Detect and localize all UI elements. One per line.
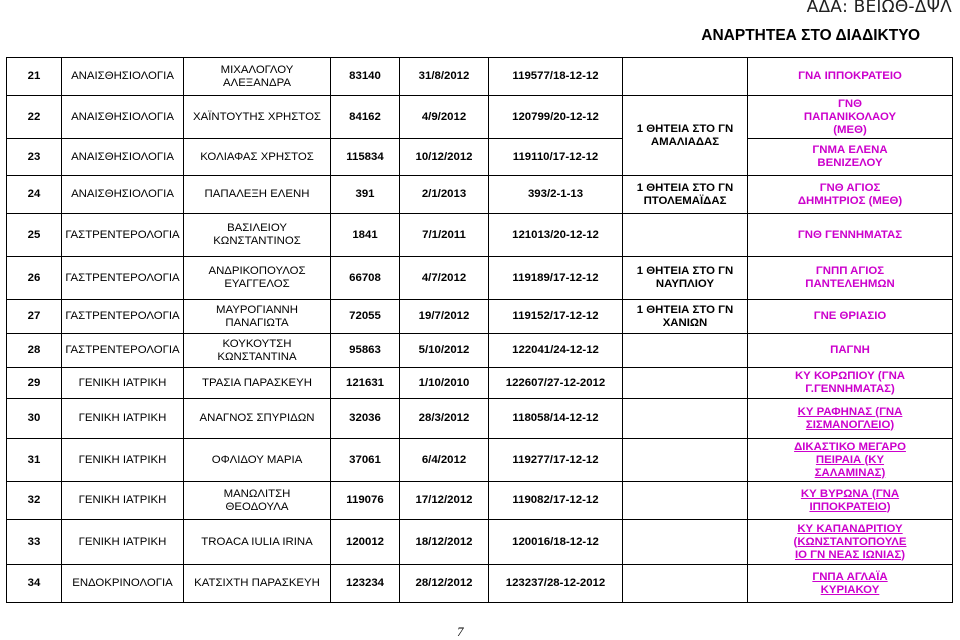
- code: 121631: [331, 368, 400, 399]
- position: [623, 482, 748, 520]
- row-number: 23: [7, 139, 62, 176]
- protocol: 122041/24-12-12: [489, 334, 623, 368]
- table-row: [7, 300, 953, 334]
- doctor-name: ΚΟΥΚΟΥΤΣΗ ΚΩΝΣΤΑΝΤΙΝΑ: [184, 334, 331, 368]
- code: 115834: [331, 139, 400, 176]
- specialty: ΓΕΝΙΚΗ ΙΑΤΡΙΚΗ: [62, 368, 184, 399]
- position: 1 ΘΗΤΕΙΑ ΣΤΟ ΓΝ ΑΜΑΛΙΑΔΑΣ: [623, 96, 748, 176]
- destination: ΓΝΠΑ ΑΓΛΑΪΑ ΚΥΡΙΑΚΟΥ: [748, 565, 953, 603]
- position: [623, 565, 748, 603]
- specialty: ΓΑΣΤΡΕΝΤΕΡΟΛΟΓΙΑ: [62, 300, 184, 334]
- code: 120012: [331, 520, 400, 565]
- specialty: ΑΝΑΙΣΘΗΣΙΟΛΟΓΙΑ: [62, 96, 184, 139]
- doctor-name: TROACA IULIA IRINA: [184, 520, 331, 565]
- table-row: [7, 96, 953, 139]
- code: 66708: [331, 257, 400, 300]
- code: 83140: [331, 58, 400, 96]
- page-number: 7: [457, 624, 464, 639]
- position: [623, 520, 748, 565]
- doctor-name: ΟΦΛΙΔΟΥ ΜΑΡΙΑ: [184, 439, 331, 482]
- code: 391: [331, 176, 400, 214]
- destination: ΚΥ ΚΑΠΑΝΔΡΙΤΙΟΥ (ΚΩΝΣΤΑΝΤΟΠΟΥΛΕ ΙΟ ΓΝ ΝΕΑΣ ΙΩΝΙΑΣ): [748, 520, 953, 565]
- code: 95863: [331, 334, 400, 368]
- doctor-name: ΚΟΛΙΑΦΑΣ ΧΡΗΣΤΟΣ: [184, 139, 331, 176]
- doctor-name: ΜΑΥΡΟΓΙΑΝΝΗ ΠΑΝΑΓΙΩΤΑ: [184, 300, 331, 334]
- position: [623, 399, 748, 439]
- position: [623, 58, 748, 96]
- specialty: ΓΑΣΤΡΕΝΤΕΡΟΛΟΓΙΑ: [62, 257, 184, 300]
- date: 19/7/2012: [400, 300, 489, 334]
- row-number: 27: [7, 300, 62, 334]
- row-number: 21: [7, 58, 62, 96]
- destination: ΓΝΘ ΠΑΠΑΝΙΚΟΛΑΟΥ (ΜΕΘ): [748, 96, 953, 139]
- destination: ΓΝΑ ΙΠΠΟΚΡΑΤΕΙΟ: [748, 58, 953, 96]
- protocol: 118058/14-12-12: [489, 399, 623, 439]
- protocol: 122607/27-12-2012: [489, 368, 623, 399]
- row-number: 29: [7, 368, 62, 399]
- specialty: ΑΝΑΙΣΘΗΣΙΟΛΟΓΙΑ: [62, 176, 184, 214]
- row-number: 22: [7, 96, 62, 139]
- specialty: ΑΝΑΙΣΘΗΣΙΟΛΟΓΙΑ: [62, 139, 184, 176]
- date: 4/7/2012: [400, 257, 489, 300]
- date: 1/10/2010: [400, 368, 489, 399]
- date: 28/12/2012: [400, 565, 489, 603]
- protocol: 119082/17-12-12: [489, 482, 623, 520]
- table-row: [7, 565, 953, 603]
- destination: ΓΝΕ ΘΡΙΑΣΙΟ: [748, 300, 953, 334]
- protocol: 119110/17-12-12: [489, 139, 623, 176]
- specialty: ΓΑΣΤΡΕΝΤΕΡΟΛΟΓΙΑ: [62, 214, 184, 257]
- date: 4/9/2012: [400, 96, 489, 139]
- code: 123234: [331, 565, 400, 603]
- destination: ΓΝΘ ΑΓΙΟΣ ΔΗΜΗΤΡΙΟΣ (ΜΕΘ): [748, 176, 953, 214]
- row-number: 34: [7, 565, 62, 603]
- code: 72055: [331, 300, 400, 334]
- position: 1 ΘΗΤΕΙΑ ΣΤΟ ΓΝ ΠΤΟΛΕΜΑΪΔΑΣ: [623, 176, 748, 214]
- protocol: 119152/17-12-12: [489, 300, 623, 334]
- document-heading: ΑΝΑΡΤΗΤΕΑ ΣΤΟ ΔΙΑΔΙΚΤΥΟ: [701, 27, 920, 44]
- table-row: [7, 368, 953, 399]
- date: 6/4/2012: [400, 439, 489, 482]
- row-number: 26: [7, 257, 62, 300]
- doctor-name: ΜΑΝΩΛΙΤΣΗ ΘΕΟΔΟΥΛΑ: [184, 482, 331, 520]
- code: 84162: [331, 96, 400, 139]
- table-row: [7, 439, 953, 482]
- position: [623, 214, 748, 257]
- row-number: 25: [7, 214, 62, 257]
- date: 10/12/2012: [400, 139, 489, 176]
- row-number: 32: [7, 482, 62, 520]
- date: 31/8/2012: [400, 58, 489, 96]
- destination: ΚΥ ΡΑΦΗΝΑΣ (ΓΝΑ ΣΙΣΜΑΝΟΓΛΕΙΟ): [748, 399, 953, 439]
- table-row: [7, 334, 953, 368]
- destination: ΚΥ ΒΥΡΩΝΑ (ΓΝΑ ΙΠΠΟΚΡΑΤΕΙΟ): [748, 482, 953, 520]
- position: [623, 368, 748, 399]
- protocol: 119277/17-12-12: [489, 439, 623, 482]
- destination: ΓΝΠΠ ΑΓΙΟΣ ΠΑΝΤΕΛΕΗΜΩΝ: [748, 257, 953, 300]
- code: 119076: [331, 482, 400, 520]
- position: [623, 334, 748, 368]
- specialty: ΕΝΔΟΚΡΙΝΟΛΟΓΙΑ: [62, 565, 184, 603]
- specialty: ΓΕΝΙΚΗ ΙΑΤΡΙΚΗ: [62, 439, 184, 482]
- protocol: 121013/20-12-12: [489, 214, 623, 257]
- protocol: 123237/28-12-2012: [489, 565, 623, 603]
- destination: ΓΝΜΑ ΕΛΕΝΑ ΒΕΝΙΖΕΛΟΥ: [748, 139, 953, 176]
- row-number: 33: [7, 520, 62, 565]
- date: 7/1/2011: [400, 214, 489, 257]
- doctor-name: ΚΑΤΣΙΧΤΗ ΠΑΡΑΣΚΕΥΗ: [184, 565, 331, 603]
- ada-watermark: ΑΔΑ: ΒΕΙΩΘ-ΔΨΛ: [806, 0, 952, 17]
- date: 28/3/2012: [400, 399, 489, 439]
- specialty: ΓΕΝΙΚΗ ΙΑΤΡΙΚΗ: [62, 482, 184, 520]
- specialty: ΓΕΝΙΚΗ ΙΑΤΡΙΚΗ: [62, 520, 184, 565]
- protocol: 120799/20-12-12: [489, 96, 623, 139]
- doctor-name: ΤΡΑΣΙΑ ΠΑΡΑΣΚΕΥΗ: [184, 368, 331, 399]
- table-row: [7, 176, 953, 214]
- specialty: ΓΑΣΤΡΕΝΤΕΡΟΛΟΓΙΑ: [62, 334, 184, 368]
- date: 17/12/2012: [400, 482, 489, 520]
- protocol: 119577/18-12-12: [489, 58, 623, 96]
- table-row: [7, 58, 953, 96]
- position: 1 ΘΗΤΕΙΑ ΣΤΟ ΓΝ ΝΑΥΠΛΙΟΥ: [623, 257, 748, 300]
- table-row: [7, 214, 953, 257]
- specialty: ΑΝΑΙΣΘΗΣΙΟΛΟΓΙΑ: [62, 58, 184, 96]
- specialty: ΓΕΝΙΚΗ ΙΑΤΡΙΚΗ: [62, 399, 184, 439]
- staff-table: [6, 57, 953, 603]
- doctor-name: ΧΑΪΝΤΟΥΤΗΣ ΧΡΗΣΤΟΣ: [184, 96, 331, 139]
- code: 1841: [331, 214, 400, 257]
- date: 5/10/2012: [400, 334, 489, 368]
- row-number: 30: [7, 399, 62, 439]
- doctor-name: ΜΙΧΑΛΟΓΛΟΥ ΑΛΕΞΑΝΔΡΑ: [184, 58, 331, 96]
- destination: ΓΝΘ ΓΕΝΝΗΜΑΤΑΣ: [748, 214, 953, 257]
- position: 1 ΘΗΤΕΙΑ ΣΤΟ ΓΝ ΧΑΝΙΩΝ: [623, 300, 748, 334]
- position: [623, 439, 748, 482]
- doctor-name: ΑΝΔΡΙΚΟΠΟΥΛΟΣ ΕΥΑΓΓΕΛΟΣ: [184, 257, 331, 300]
- doctor-name: ΠΑΠΑΛΕΞΗ ΕΛΕΝΗ: [184, 176, 331, 214]
- table-row: [7, 520, 953, 565]
- destination: ΔΙΚΑΣΤΙΚΟ ΜΕΓΑΡΟ ΠΕΙΡΑΙΑ (ΚΥ ΣΑΛΑΜΙΝΑΣ): [748, 439, 953, 482]
- date: 2/1/2013: [400, 176, 489, 214]
- doctor-name: ΑΝΑΓΝΟΣ ΣΠΥΡΙΔΩΝ: [184, 399, 331, 439]
- code: 37061: [331, 439, 400, 482]
- table-row: [7, 139, 953, 176]
- table-row: [7, 399, 953, 439]
- destination: ΚΥ ΚΟΡΩΠΙΟΥ (ΓΝΑ Γ.ΓΕΝΝΗΜΑΤΑΣ): [748, 368, 953, 399]
- protocol: 393/2-1-13: [489, 176, 623, 214]
- protocol: 119189/17-12-12: [489, 257, 623, 300]
- protocol: 120016/18-12-12: [489, 520, 623, 565]
- date: 18/12/2012: [400, 520, 489, 565]
- table-row: [7, 482, 953, 520]
- row-number: 28: [7, 334, 62, 368]
- doctor-name: ΒΑΣΙΛΕΙΟΥ ΚΩΝΣΤΑΝΤΙΝΟΣ: [184, 214, 331, 257]
- code: 32036: [331, 399, 400, 439]
- table-row: [7, 257, 953, 300]
- destination: ΠΑΓΝΗ: [748, 334, 953, 368]
- row-number: 31: [7, 439, 62, 482]
- row-number: 24: [7, 176, 62, 214]
